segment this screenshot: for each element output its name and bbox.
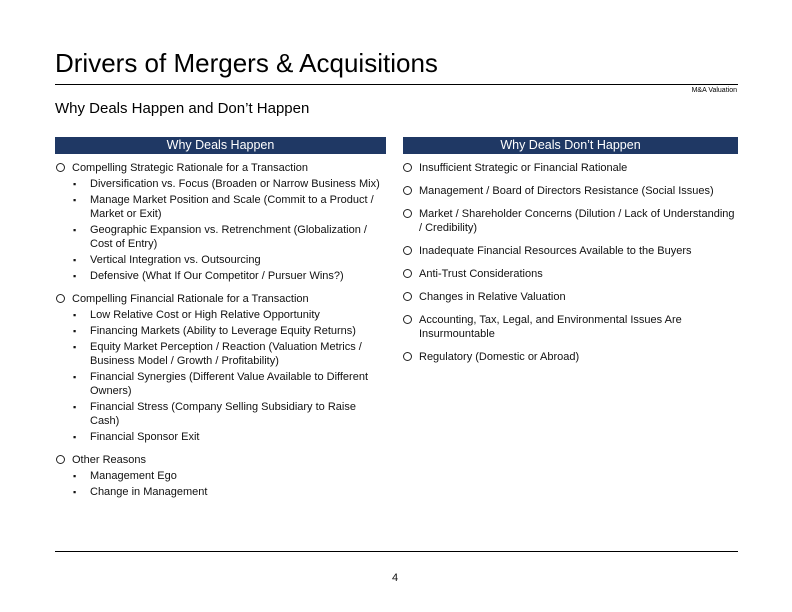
list-item-text: Management Ego [90, 470, 177, 482]
list-item [55, 400, 388, 428]
section-label: Compelling Financial Rationale for a Transaction [72, 293, 309, 305]
list-item-text: Low Relative Cost or High Relative Opportunity [90, 309, 320, 321]
list-item [402, 350, 738, 364]
section-gap [55, 283, 388, 292]
section-heading [55, 161, 388, 175]
list-item [55, 193, 388, 221]
why-deals-happen-column [55, 161, 388, 499]
circle-bullet-icon [56, 163, 65, 172]
list-item-text: Equity Market Perception / Reaction (Valuation Metrics / Business Model / Growth / Profitability) [90, 341, 362, 367]
title-divider [55, 84, 738, 85]
list-item-text: Geographic Expansion vs. Retrenchment (Globalization / Cost of Entry) [90, 224, 367, 250]
list-item [55, 485, 388, 499]
list-item-text: Anti-Trust Considerations [419, 268, 543, 280]
square-bullet-icon: ▪ [73, 310, 77, 320]
list-item [55, 223, 388, 251]
list-item-text: Change in Management [90, 486, 208, 498]
square-bullet-icon: ▪ [73, 342, 77, 352]
square-bullet-icon: ▪ [73, 487, 77, 497]
list-item-text: Vertical Integration vs. Outsourcing [90, 254, 261, 266]
list-item [55, 269, 388, 283]
circle-bullet-icon [403, 269, 412, 278]
circle-bullet-icon [403, 246, 412, 255]
square-bullet-icon: ▪ [73, 372, 77, 382]
list-item [55, 430, 388, 444]
section-heading [55, 292, 388, 306]
list-item-text: Changes in Relative Valuation [419, 291, 566, 303]
list-item [55, 324, 388, 338]
list-item-text: Manage Market Position and Scale (Commit to a Product / Market or Exit) [90, 194, 374, 220]
list-item [55, 177, 388, 191]
circle-bullet-icon [403, 163, 412, 172]
circle-bullet-icon [403, 209, 412, 218]
square-bullet-icon: ▪ [73, 225, 77, 235]
circle-bullet-icon [56, 294, 65, 303]
page-number: 4 [392, 572, 399, 584]
list-item-text: Insufficient Strategic or Financial Rationale [419, 162, 628, 174]
why-deals-dont-happen-column [402, 161, 738, 373]
section-heading [55, 453, 388, 467]
why-deals-happen-header: Why Deals Happen [55, 137, 386, 154]
list-item [402, 184, 738, 198]
square-bullet-icon: ▪ [73, 402, 77, 412]
page-title: Drivers of Mergers & Acquisitions [55, 48, 438, 78]
list-item-text: Inadequate Financial Resources Available to the Buyers [419, 245, 692, 257]
list-item-text: Accounting, Tax, Legal, and Environmental Issues Are Insurmountable [419, 314, 682, 340]
list-item [55, 469, 388, 483]
list-item-text: Financial Sponsor Exit [90, 431, 200, 443]
square-bullet-icon: ▪ [73, 271, 77, 281]
section-tag: M&A Valuation [691, 87, 737, 94]
footer-divider [55, 551, 738, 552]
list-item-text: Market / Shareholder Concerns (Dilution / Lack of Understanding / Credibility) [419, 208, 735, 234]
list-item [55, 340, 388, 368]
square-bullet-icon: ▪ [73, 432, 77, 442]
section-label: Other Reasons [72, 454, 146, 466]
list-item [402, 161, 738, 175]
section-label: Compelling Strategic Rationale for a Transaction [72, 162, 309, 174]
why-deals-dont-happen-header: Why Deals Don’t Happen [403, 137, 738, 154]
list-item-text: Financial Stress (Company Selling Subsidiary to Raise Cash) [90, 401, 356, 427]
list-item-text: Regulatory (Domestic or Abroad) [419, 351, 580, 363]
circle-bullet-icon [403, 292, 412, 301]
circle-bullet-icon [56, 455, 65, 464]
list-item-text: Financial Synergies (Different Value Available to Different Owners) [90, 371, 369, 397]
list-item [55, 370, 388, 398]
list-item-text: Financing Markets (Ability to Leverage Equity Returns) [90, 325, 356, 337]
square-bullet-icon: ▪ [73, 255, 77, 265]
square-bullet-icon: ▪ [73, 179, 77, 189]
list-item-text: Management / Board of Directors Resistance (Social Issues) [419, 185, 714, 197]
page-subtitle: Why Deals Happen and Don’t Happen [55, 100, 310, 117]
square-bullet-icon: ▪ [73, 471, 77, 481]
list-item [55, 253, 388, 267]
list-item-text: Defensive (What If Our Competitor / Pursuer Wins?) [90, 270, 344, 282]
square-bullet-icon: ▪ [73, 195, 77, 205]
circle-bullet-icon [403, 186, 412, 195]
list-item [402, 244, 738, 258]
list-item [402, 290, 738, 304]
list-item-text: Diversification vs. Focus (Broaden or Narrow Business Mix) [90, 178, 380, 190]
list-item [402, 267, 738, 281]
square-bullet-icon: ▪ [73, 326, 77, 336]
list-item [402, 313, 738, 341]
circle-bullet-icon [403, 315, 412, 324]
list-item [402, 207, 738, 235]
circle-bullet-icon [403, 352, 412, 361]
list-item [55, 308, 388, 322]
section-gap [55, 444, 388, 453]
